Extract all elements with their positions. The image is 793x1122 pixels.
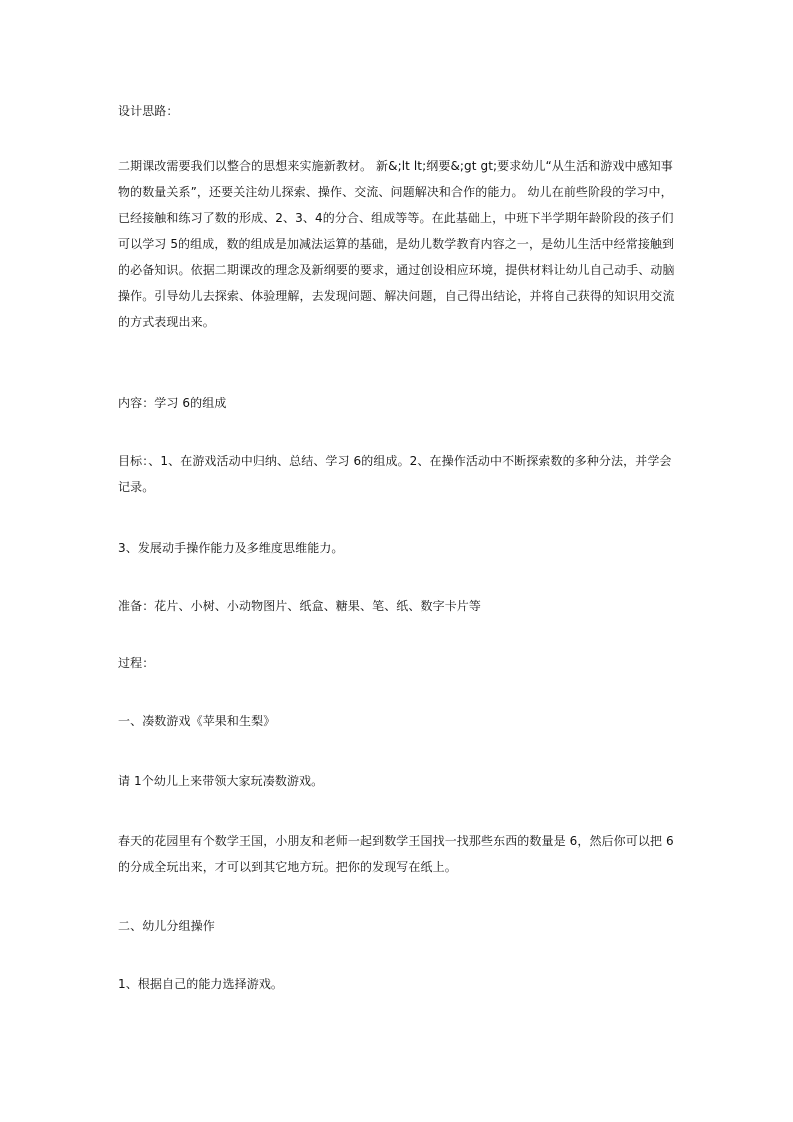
goal-3-line: 3、发展动手操作能力及多维度思维能力。 xyxy=(118,541,344,555)
process-heading: 过程： xyxy=(118,656,155,670)
design-line-2: 物的数量关系”，还要关注幼儿探索、操作、交流、问题解决和合作的能力。 幼儿在前些阶段的学习中， xyxy=(118,185,673,199)
section-2-item-1: 1、根据自己的能力选择游戏。 xyxy=(118,977,284,991)
goal-line-2: 记录。 xyxy=(118,480,155,494)
preparation-line: 准备：花片、小树、小动物图片、纸盒、糖果、笔、纸、数字卡片等 xyxy=(118,599,482,613)
design-heading: 设计思路： xyxy=(118,104,179,118)
design-line-7: 的方式表现出来。 xyxy=(118,315,215,329)
goal-paragraph xyxy=(118,448,683,500)
design-line-5: 的必备知识。依据二期课改的理念及新纲要的要求，通过创设相应环境，提供材料让幼儿自己动手、动脑 xyxy=(118,263,675,277)
design-line-3: 已经接触和练习了数的形成、2、3、4的分合、组成等等。在此基础上，中班下半学期年龄阶段的孩子们 xyxy=(118,211,674,225)
design-line-1: 二期课改需要我们以整合的思想来实施新教材。 新&;lt lt;纲要&;gt gt;要求幼儿“从生活和游戏中感知事 xyxy=(118,159,673,173)
section-1-heading: 一、凑数游戏《苹果和生梨》 xyxy=(118,714,276,728)
design-line-6: 操作。引导幼儿去探索、体验理解，去发现问题、解决问题，自己得出结论，并将自己获得的知识用交流 xyxy=(118,289,675,303)
section-1-instruction: 请 1个幼儿上来带领大家玩凑数游戏。 xyxy=(118,774,324,788)
design-paragraph xyxy=(118,153,683,335)
goal-line-1: 目标：、1、在游戏活动中归纳、总结、学习 6的组成。2、在操作活动中不断探索数的多种分法，并学会 xyxy=(118,454,672,468)
design-line-4: 可以学习 5的组成，数的组成是加减法运算的基础，是幼儿数学教育内容之一，是幼儿生活中经常接触到 xyxy=(118,237,675,251)
story-line-1: 春天的花园里有个数学王国，小朋友和老师一起到数学王国找一找那些东西的数量是 6，然后你可以把 6 xyxy=(118,834,674,848)
section-1-story xyxy=(118,828,683,880)
story-line-2: 的分成全玩出来，才可以到其它地方玩。把你的发现写在纸上。 xyxy=(118,860,457,874)
section-2-heading: 二、幼儿分组操作 xyxy=(118,919,215,933)
content-line: 内容：学习 6的组成 xyxy=(118,396,227,410)
